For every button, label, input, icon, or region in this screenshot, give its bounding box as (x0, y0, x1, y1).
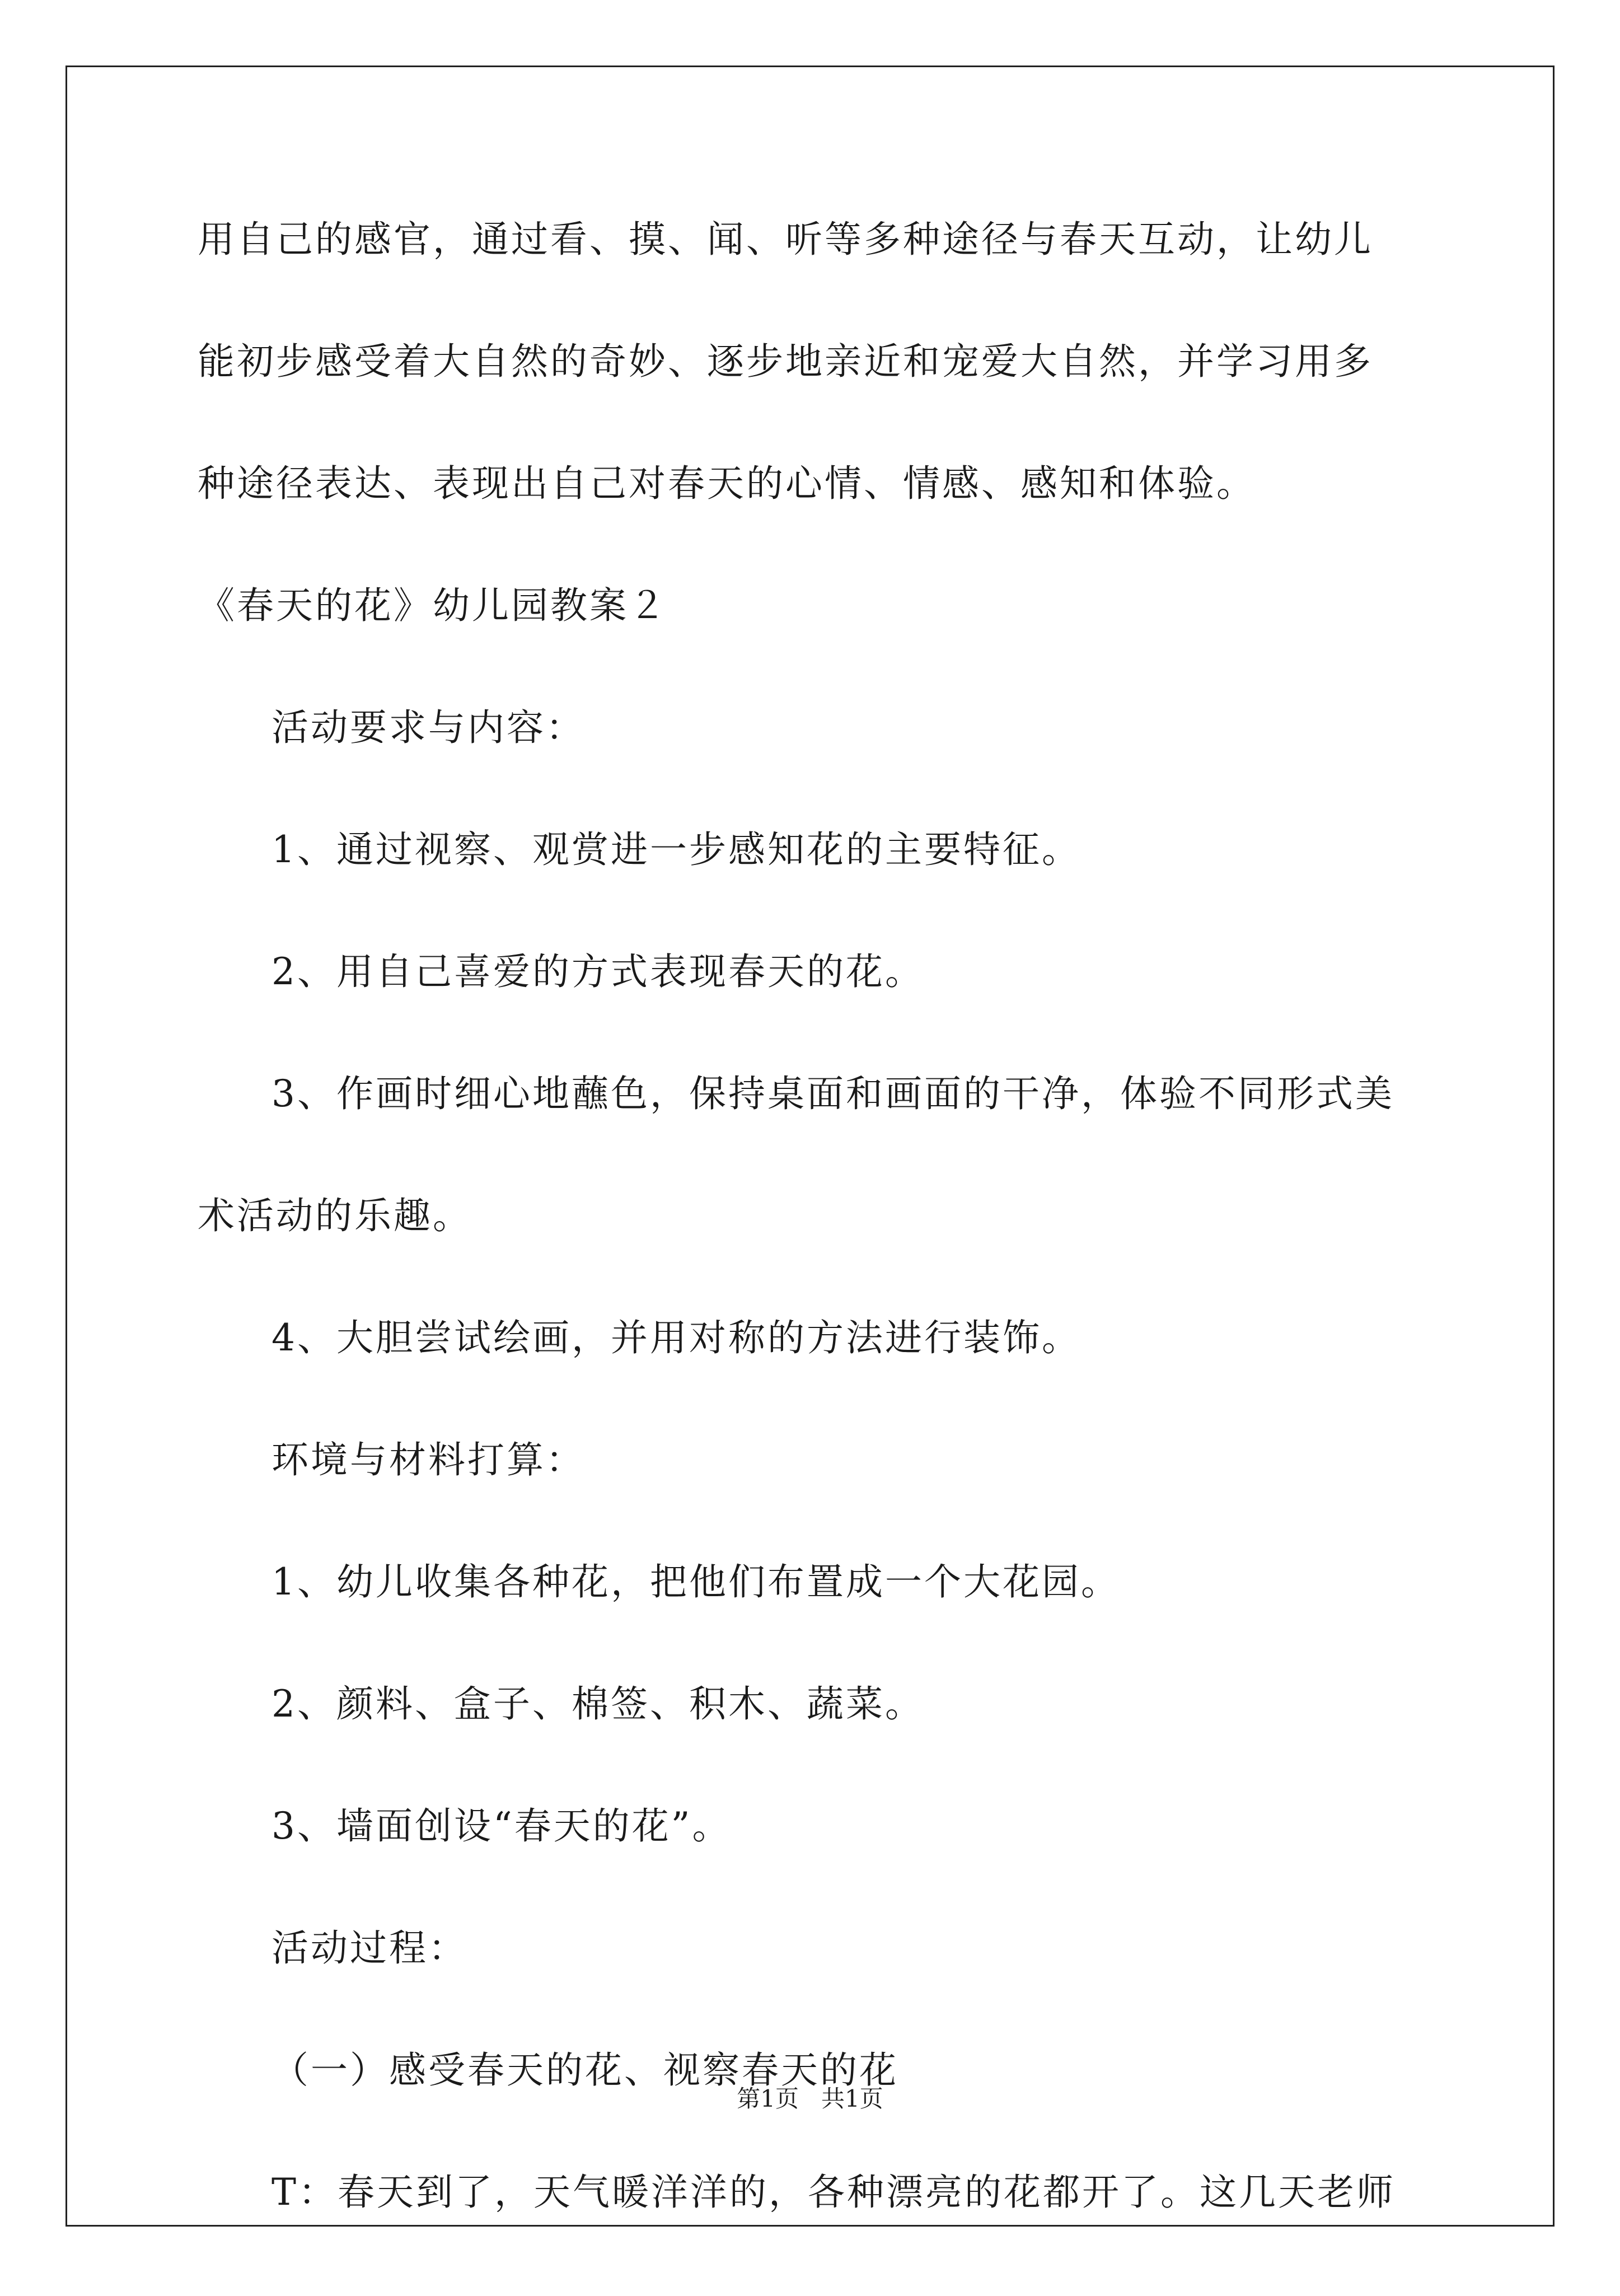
page-number-footer: 第1页 共1页 (737, 2085, 883, 2112)
list-item-continuation: 术活动的乐趣。 (198, 1194, 472, 1237)
paragraph-line: 用自己的感官，通过看、摸、闻、听等多种途径与春天互动，让幼儿 (198, 218, 1373, 261)
paragraph-line: T：春天到了，天气暖洋洋的，各种漂亮的花都开了。这几天老师 (271, 2171, 1396, 2214)
paragraph-line: 能初步感受着大自然的奇妙、逐步地亲近和宠爱大自然，并学习用多 (198, 340, 1373, 383)
list-item: 4、大胆尝试绘画，并用对称的方法进行装饰。 (271, 1316, 1081, 1359)
subheading-requirements: 活动要求与内容： (271, 706, 585, 749)
list-item: 2、用自己喜爱的方式表现春天的花。 (271, 950, 924, 993)
section-heading: 《春天的花》幼儿园教案２ (198, 584, 668, 627)
document-body (198, 218, 1429, 2296)
subheading-process: 活动过程： (271, 1926, 467, 1970)
list-item: 1、幼儿收集各种花，把他们布置成一个大花园。 (271, 1560, 1120, 1603)
list-item: 2、颜料、盒子、棉签、积木、蔬菜。 (271, 1682, 924, 1725)
paragraph-line: 种途径表达、表现出自己对春天的心情、情感、感知和体验。 (198, 462, 1256, 505)
process-step-heading: （一）感受春天的花、视察春天的花 (271, 2049, 898, 2092)
list-item: 3、墙面创设“春天的花”。 (271, 1804, 732, 1848)
subheading-materials: 环境与材料打算： (271, 1438, 585, 1481)
list-item: 1、通过视察、观赏进一步感知花的主要特征。 (271, 828, 1081, 871)
list-item: 3、作画时细心地蘸色，保持桌面和画面的干净，体验不同形式美 (271, 1072, 1394, 1115)
